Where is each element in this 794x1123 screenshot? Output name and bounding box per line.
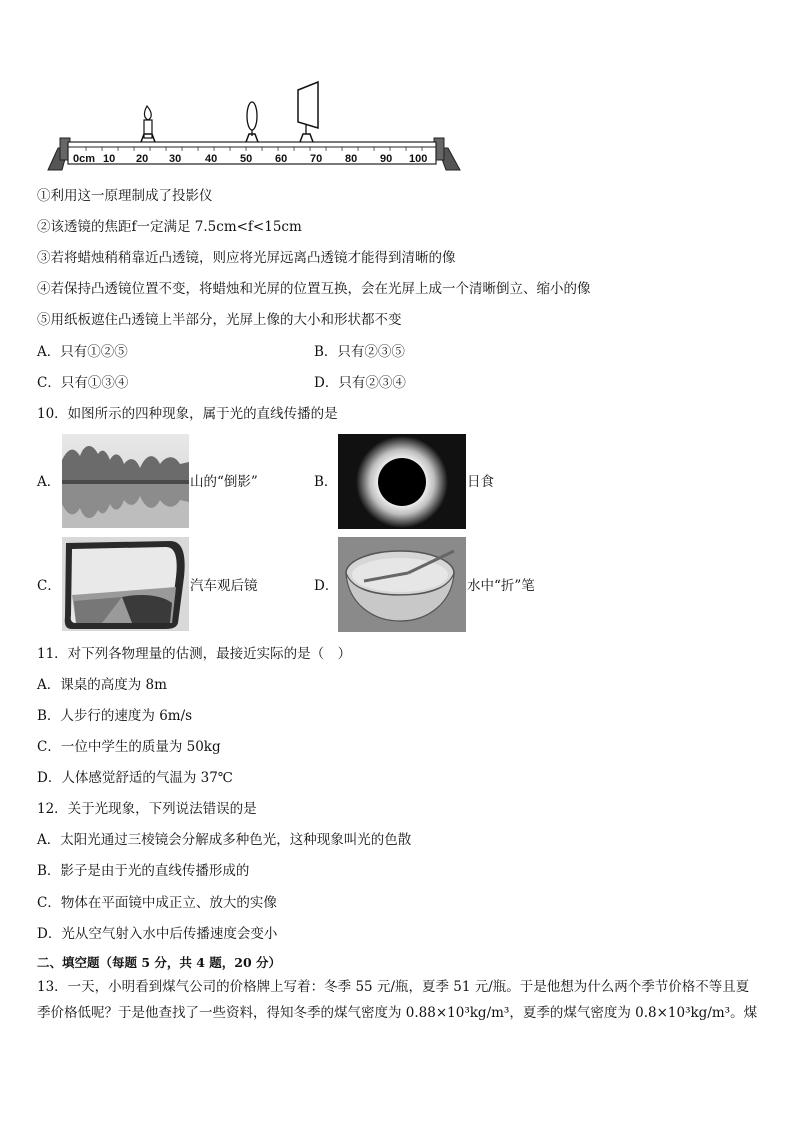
q12-option-a: A．太阳光通过三棱镜会分解成多种色光，这种现象叫光的色散 <box>37 832 412 848</box>
bench-label-40: 40 <box>205 153 218 165</box>
q11-option-d: D．人体感觉舒适的气温为 37℃ <box>37 770 233 786</box>
q9-option-a: A．只有①②⑤ <box>37 344 128 360</box>
q12-option-b: B．影子是由于光的直线传播形成的 <box>37 863 250 879</box>
optical-bench-figure <box>40 78 470 178</box>
bench-label-80: 80 <box>345 153 358 165</box>
q10-option-d-caption: 水中“折”笔 <box>467 578 535 594</box>
bench-label-90: 90 <box>380 153 393 165</box>
car-side-mirror-image <box>62 537 189 631</box>
statement-1: ①利用这一原理制成了投影仪 <box>37 188 213 204</box>
q10-option-b-caption: 日食 <box>467 474 494 490</box>
mountain-reflection-image <box>62 434 189 528</box>
convex-lens <box>246 102 258 142</box>
q12-option-d: D．光从空气射入水中后传播速度会变小 <box>37 926 278 942</box>
q10-option-b-letter: B． <box>314 474 338 490</box>
q12-option-c: C．物体在平面镜中成正立、放大的实像 <box>37 895 277 911</box>
bench-label-30: 30 <box>169 153 182 165</box>
q10-option-d-letter: D． <box>314 578 339 594</box>
bench-label-70: 70 <box>310 153 323 165</box>
statement-4: ④若保持凸透镜位置不变，将蜡烛和光屏的位置互换，会在光屏上成一个清晰倒立、缩小的像 <box>37 281 591 297</box>
bench-label-60: 60 <box>275 153 288 165</box>
q10-option-c-letter: C． <box>37 578 61 594</box>
bench-label-20: 20 <box>136 153 149 165</box>
q10-option-a-letter: A． <box>37 474 61 490</box>
q11-stem: 11．对下列各物理量的估测，最接近实际的是（ ） <box>37 646 352 662</box>
solar-eclipse-image <box>338 434 466 529</box>
bench-label-100: 100 <box>409 153 428 165</box>
q11-option-a: A．课桌的高度为 8m <box>37 677 167 693</box>
light-screen <box>298 82 318 142</box>
q13-text: 13．一天，小明看到煤气公司的价格牌上写着：冬季 55 元/瓶，夏季 51 元/瓶。于是他想为什么两个季节价格不等且夏季价格低呢？于是他查找了一些资料，得知冬季的煤气密度为 0.88×10³kg/m³，夏季的煤气密度为 0.8×10³kg/m³。煤 <box>37 979 758 1021</box>
bent-pencil-in-water-image <box>338 537 466 632</box>
q9-option-c: C．只有①③④ <box>37 375 129 391</box>
q9-option-b: B．只有②③⑤ <box>314 344 405 360</box>
candle <box>141 106 155 142</box>
bench-label-unit: 0cm <box>73 153 96 165</box>
q10-option-c-caption: 汽车观后镜 <box>190 578 258 594</box>
statement-5: ⑤用纸板遮住凸透镜上半部分，光屏上像的大小和形状都不变 <box>37 312 402 328</box>
q10-option-a-caption: 山的“倒影” <box>190 474 258 490</box>
statement-2: ②该透镜的焦距f一定满足 7.5cm<f<15cm <box>37 219 302 235</box>
bench-label-50: 50 <box>240 153 253 165</box>
section-title-fill-in: 二、填空题（每题 5 分，共 4 题，20 分） <box>37 955 282 970</box>
statement-3: ③若将蜡烛稍稍靠近凸透镜，则应将光屏远离凸透镜才能得到清晰的像 <box>37 250 456 266</box>
q11-option-b: B．人步行的速度为 6m/s <box>37 708 193 724</box>
q12-stem: 12．关于光现象，下列说法错误的是 <box>37 801 257 817</box>
q9-option-d: D．只有②③④ <box>314 375 406 391</box>
q11-option-c: C．一位中学生的质量为 50kg <box>37 739 221 755</box>
q10-stem: 10．如图所示的四种现象，属于光的直线传播的是 <box>37 406 338 422</box>
bench-label-10: 10 <box>103 153 116 165</box>
